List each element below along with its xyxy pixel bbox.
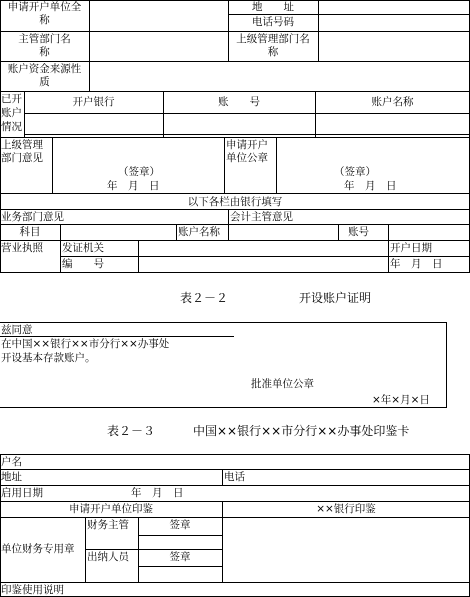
accounting-head-label: 会计主管意见 (230, 211, 293, 223)
date-text-1: 年 月 日 (107, 180, 160, 192)
applicant-seal-label: 申请开户 (226, 139, 268, 151)
applicant-name-label-cont: 称 (39, 14, 50, 26)
open-date-label: 开户日期 (390, 242, 432, 254)
supervisor-label: 主管部门名 (18, 33, 71, 45)
seal-card-enable-date: 启用日期 (1, 487, 43, 499)
number-label: 编 号 (62, 258, 104, 270)
upper-opinion-label-2: 部门意见 (1, 152, 43, 164)
table2-caption-title: 开设账户证明 (299, 291, 372, 305)
bank-fill-heading: 以下各栏由银行填写 (187, 196, 283, 208)
subject-label: 科目 (19, 226, 41, 238)
cert-bank-text: 在中国××银行××市分行××办事处 (1, 338, 170, 350)
cert-approve-seal: 批准单位公章 (251, 378, 314, 390)
funding-source-label: 账户资金来源性 (7, 63, 82, 75)
existing-accounts-label: 已开 (1, 93, 22, 105)
account-name-label: 账户名称 (178, 226, 220, 238)
seal-card-account-name: 户名 (1, 456, 22, 468)
col-account-header: 账 号 (218, 96, 260, 108)
seal-card-finance-head: 财务主管 (87, 519, 129, 531)
seal-card-finance-seal: 单位财务专用章 (1, 543, 75, 555)
seal-card-phone: 电话 (224, 471, 245, 483)
col-bank-header: 开户银行 (72, 96, 115, 108)
open-date-value: 年 月 日 (390, 258, 443, 270)
seal-card-applicant-seal: 申请开户单位印鉴 (69, 503, 153, 515)
applicant-name-label: 申请开户单位全 (7, 1, 82, 13)
applicant-seal-label-2: 单位公章 (226, 152, 268, 164)
seal-card-address: 地址 (1, 471, 22, 483)
existing-accounts-label-2: 账户 (1, 107, 22, 119)
table3-caption-title: 中国××银行××市分行××办事处印鉴卡 (193, 424, 410, 438)
phone-label: 电话号码 (252, 16, 294, 28)
account-no-label: 账号 (348, 226, 369, 238)
business-dept-label: 业务部门意见 (1, 211, 64, 223)
cert-consent-text: 兹同意 (1, 324, 33, 336)
table2-caption-number: 表２－２ (180, 291, 229, 305)
seal-card-enable-date-value: 年 月 日 (131, 487, 184, 499)
seal-text-2: （签章） (334, 166, 376, 178)
license-label: 营业执照 (1, 242, 43, 254)
funding-source-label-cont: 质 (39, 76, 50, 88)
supervisor-label-cont: 称 (39, 46, 50, 58)
cert-date: ×年×月×日 (372, 394, 430, 406)
upper-supervisor-label-cont: 称 (267, 46, 279, 58)
upper-supervisor-label: 上级管理部门名 (236, 33, 310, 45)
address-label: 地 址 (252, 1, 294, 13)
seal-text-1: （签章） (118, 166, 160, 178)
col-account-name-header: 账户名称 (371, 96, 414, 108)
seal-card-cashier: 出纳人员 (87, 551, 129, 563)
issuer-label: 发证机关 (62, 242, 104, 254)
seal-card-usage-note: 印鉴使用说明 (1, 584, 64, 596)
table3-caption-number: 表２－３ (107, 424, 156, 438)
seal-card-sign-1: 签章 (169, 519, 191, 531)
existing-accounts-label-3: 情况 (1, 121, 22, 133)
seal-card-sign-2: 签章 (169, 551, 191, 563)
date-text-2: 年 月 日 (344, 180, 397, 192)
cert-open-text: 开设基本存款账户。 (1, 352, 96, 364)
seal-card-bank-seal: ××银行印鉴 (316, 503, 376, 515)
upper-opinion-label: 上级管理 (1, 139, 43, 151)
